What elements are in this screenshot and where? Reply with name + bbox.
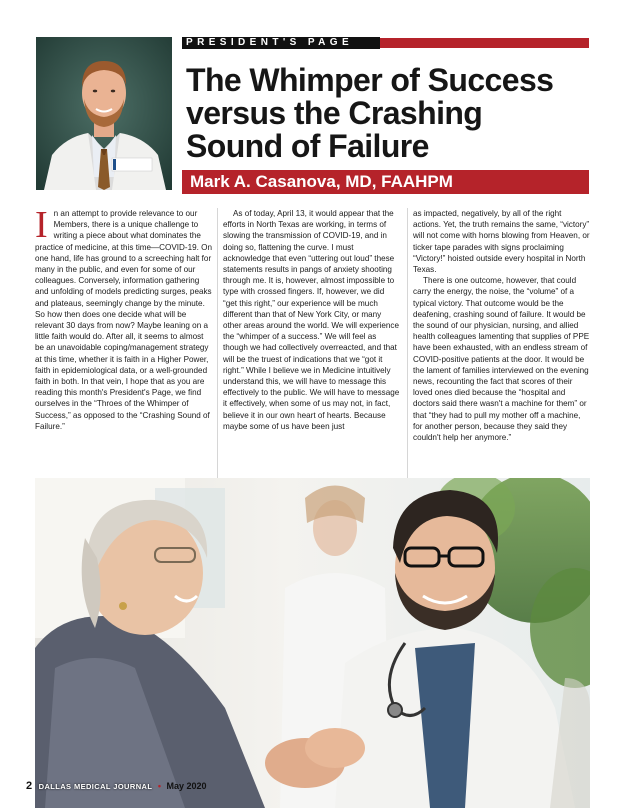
journal-name: DALLAS MEDICAL JOURNAL — [38, 782, 153, 791]
page-footer — [26, 779, 207, 793]
author-byline: Mark A. Casanova, MD, FAAHPM — [190, 172, 453, 191]
page-number: 2 — [26, 780, 33, 792]
article-title-line: versus the Crashing — [186, 95, 483, 131]
body-column-3 — [413, 208, 590, 443]
section-band-red — [380, 38, 589, 48]
article-body — [35, 204, 590, 480]
article-title-line: The Whimper of Success — [186, 62, 554, 98]
byline-bar — [182, 170, 589, 194]
article-title-line: Sound of Failure — [186, 128, 429, 164]
section-header-band — [182, 37, 589, 49]
section-label: PRESIDENT'S PAGE — [186, 37, 354, 48]
drop-cap: I — [35, 204, 48, 246]
column-divider — [407, 208, 408, 478]
column-divider — [217, 208, 218, 478]
body-text: n an attempt to provide relevance to our Members, there is a unique challenge to writing a piece about what dominates the practice of medicine, at this time—COVID-19. On one hand, life has ground to a screeching halt for many in the public, and even for some of our colleagues. Conversely, information gathering and unfolding of models predicting surges, peaks and plateaus, seemingly change by the minute. So how then does one decide what will be relevant 30 days from now? Maybe leaning on a little faith would do. After all, it seems to almost be an unavoidable coping/management strategy at this time, whether it is faith in a Higher Power, faith in epidemiological data, or a well-grounded faith in both. In that vein, I hope that as you are reading this month's President's Page, we find ourselves in the “Throes of the Whimper of Success,” as opposed to the “Crashing Sound of Failure.” — [35, 209, 213, 431]
body-paragraph: There is one outcome, however, that could carry the energy, the noise, the “volume” of a typical victory. That outcome would be the deafening, crashing sound of failure. It would be the sound of our physician, nursing, and allied health colleagues lamenting that supplies of PPE have been exhausted, with an endless stream of COVID-positive patients at the door. It would be the lament of families interviewed on the evening news, recounting the fact that scores of their loved ones died because the “hospital and doctors said there wasn't a machine for them” or that “they had to pull my mother off a machine, for another person, because they said they couldn't help her anymore.” — [413, 276, 590, 443]
body-paragraph — [35, 204, 213, 432]
body-column-2 — [223, 208, 400, 432]
author-headshot — [36, 37, 172, 190]
body-column-1 — [35, 204, 213, 432]
doctor-patient-photo — [35, 478, 590, 808]
article-title — [186, 64, 596, 163]
footer-separator: • — [157, 781, 161, 791]
body-paragraph: as impacted, negatively, by all of the right actions. Yet, the truth remains the same, “victory” will not come with horns blowing from Heaven, or ticker tape parades with signs proclaiming “Victory!” hoisted outside every hospital in North Texas. — [413, 209, 590, 275]
body-paragraph: As of today, April 13, it would appear that the efforts in North Texas are working, in terms of slowing the transmission of COVID-19, and in doing so, flattening the curve. I must acknowledge that even “uttering out loud” these statements results in pangs of anxiety shooting through me. It is, however, almost impossible to type with crossed fingers. If, however, we did “get this right,” our experience will be much different than that of New York City, or many other areas around the world. We will experience the “whimper of a success.” We will feel as though we had collectively overreacted, and that will be the truest of indications that we “got it right.” While I believe we in Medicine intuitively understand this, we will have to message this effectively to the public. We will have to message it effectively, when some of us may not, in fact, believe it in our own heart of hearts. Because maybe some of us have been just — [223, 209, 400, 431]
issue-date: May 2020 — [166, 781, 207, 791]
